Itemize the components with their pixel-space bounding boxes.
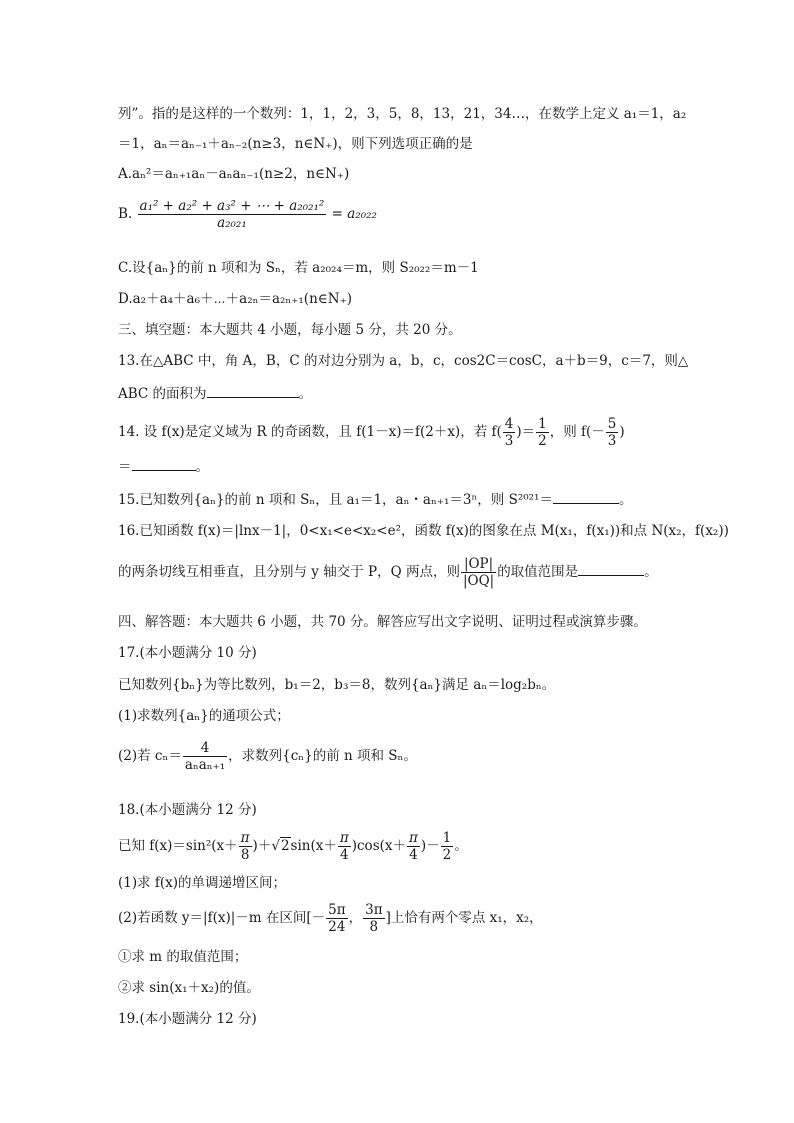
sqrt-symbol: √	[271, 838, 280, 854]
question-18-text	[118, 830, 734, 863]
option-b	[118, 198, 734, 231]
answer-blank[interactable]	[578, 561, 644, 576]
question-text: ]上恰有两个零点 x₁，x₂，	[385, 910, 543, 926]
question-16-line2	[118, 556, 734, 589]
question-text: 已知 f(x)＝sin²(x＋	[118, 838, 238, 854]
question-text: )＝	[516, 424, 536, 440]
fraction-denominator: |OQ|	[462, 573, 495, 589]
question-18-part2	[118, 902, 734, 935]
fraction-numerator: π	[240, 830, 250, 846]
question-18-header: 18.(本小题满分 12 分)	[118, 802, 257, 818]
question-end: 。	[644, 564, 658, 580]
fraction-denominator: 3	[607, 433, 617, 449]
option-a: A.aₙ²＝aₙ₊₁aₙ－aₙaₙ₋₁(n≥2，n∈N₊)	[118, 166, 350, 182]
option-b-fraction	[138, 198, 327, 231]
fraction-numerator: π	[339, 830, 349, 846]
option-b-label: B.	[118, 206, 133, 222]
fraction	[326, 902, 347, 935]
question-text: ，求数列{cₙ}的前 n 项和 Sₙ。	[228, 748, 417, 764]
question-text: ＝	[118, 459, 132, 475]
question-text: 15.已知数列{aₙ}的前 n 项和 Sₙ，且 a₁＝1，aₙ・aₙ₊₁＝3ⁿ，则 S²⁰²¹＝	[118, 492, 553, 508]
fraction	[183, 740, 227, 773]
text-line: ＝1，aₙ＝aₙ₋₁＋aₙ₋₂(n≥3，n∈N₊)，则下列选项正确的是	[118, 136, 473, 152]
answer-blank[interactable]	[132, 456, 196, 471]
question-text: sin(x＋	[290, 838, 337, 854]
question-17-text: 已知数列{bₙ}为等比数列，b₁＝2，b₃＝8，数列{aₙ}满足 aₙ＝log₂bₙ。	[118, 677, 556, 693]
question-text: 的取值范围是	[497, 564, 579, 580]
text-line: 列”。指的是这样的一个数列：1，1，2，3，5，8，13，21，34…，在数学上定义 a₁＝1，a₂	[118, 106, 687, 122]
fraction-denominator: 8	[363, 918, 384, 935]
fraction-denominator: 2	[442, 847, 452, 863]
question-end: 。	[618, 492, 633, 508]
question-text: 14. 设 f(x)是定义域为 R 的奇函数，且 f(1－x)＝f(2＋x)，若 f(	[118, 424, 502, 440]
question-text: ，则 f(－	[549, 424, 605, 440]
answer-blank[interactable]	[207, 383, 299, 398]
question-text: )＋	[252, 838, 272, 854]
fraction-numerator: |OP|	[463, 556, 494, 572]
fraction-numerator: 1	[442, 830, 452, 846]
fraction	[606, 416, 619, 449]
fraction-denominator: 24	[326, 918, 347, 935]
section-heading: 三、填空题：本大题共 4 小题，每小题 5 分，共 20 分。	[118, 322, 462, 338]
fraction-denominator: 2	[538, 433, 547, 449]
question-18-sub1: ①求 m 的取值范围；	[118, 949, 248, 965]
fraction-numerator: 5	[607, 416, 617, 432]
question-text: (2)若函数 y＝|f(x)|－m 在区间[－	[118, 910, 326, 926]
option-d: D.a₂＋a₄＋a₆＋⋯＋a₂ₙ＝a₂ₙ₊₁(n∈N₊)	[118, 291, 352, 307]
fraction-denominator: a₂₀₂₁	[138, 214, 327, 231]
fraction	[407, 830, 420, 863]
fraction-denominator: aₙaₙ₊₁	[184, 757, 226, 773]
option-c: C.设{aₙ}的前 n 项和为 Sₙ，若 a₂₀₂₄＝m，则 S₂₀₂₂＝m－1	[118, 260, 479, 276]
section-heading: 四、解答题：本大题共 6 小题，共 70 分。解答应写出文字说明、证明过程或演算步骤。	[118, 614, 647, 630]
question-18-sub2: ②求 sin(x₁＋x₂)的值。	[118, 980, 260, 996]
fraction	[536, 416, 549, 449]
fraction-denominator: 4	[407, 846, 420, 863]
question-17-part2	[118, 740, 734, 773]
question-text: 。	[454, 838, 468, 854]
fraction-denominator: 3	[504, 433, 514, 449]
question-13-line1: 13.在△ABC 中，角 A，B，C 的对边分别为 a，b，c，cos2C＝cosC，a＋b＝9，c＝7，则△	[118, 353, 689, 369]
question-text: )	[619, 424, 625, 440]
fraction-numerator: 5π	[328, 902, 346, 918]
question-text: ABC 的面积为	[118, 386, 207, 402]
question-17-header: 17.(本小题满分 10 分)	[118, 645, 257, 661]
question-text: 的两条切线互相垂直，且分别与 y 轴交于 P，Q 两点，则	[118, 564, 460, 580]
fraction-numerator: 1	[538, 416, 547, 432]
answer-blank[interactable]	[553, 489, 619, 504]
question-end: 。	[195, 459, 209, 475]
fraction-numerator: π	[409, 830, 418, 846]
question-16-line1: 16.已知函数 f(x)＝|lnx－1|，0<x₁<e<x₂<e²，函数 f(x)的图象在点 M(x₁，f(x₁))和点 N(x₂，f(x₂))	[118, 523, 729, 539]
fraction	[338, 830, 351, 863]
question-17-part1: (1)求数列{aₙ}的通项公式；	[118, 708, 290, 724]
question-end: 。	[298, 386, 313, 402]
sqrt-radicand: 2	[280, 838, 290, 854]
question-text: ，	[348, 910, 363, 926]
question-13-line2	[118, 383, 734, 404]
fraction	[441, 830, 454, 863]
question-18-part1: (1)求 f(x)的单调递增区间；	[118, 875, 287, 891]
fraction	[239, 830, 252, 863]
question-19-header: 19.(本小题满分 12 分)	[118, 1011, 257, 1027]
fraction	[363, 902, 384, 935]
option-b-rhs: = a₂₀₂₂	[331, 206, 377, 222]
question-14-line2	[118, 456, 734, 477]
fraction-denominator: 8	[239, 846, 252, 863]
question-14-line1	[118, 416, 734, 449]
question-15	[118, 489, 734, 510]
fraction-numerator: 4	[200, 740, 210, 756]
fraction-denominator: 4	[338, 846, 351, 863]
question-text: )cos(x＋	[351, 838, 406, 854]
fraction-numerator: 3π	[365, 902, 383, 918]
fraction-numerator: 4	[504, 416, 514, 432]
question-text: (2)若 cₙ＝	[118, 748, 182, 764]
ratio-fraction	[461, 556, 496, 589]
fraction	[503, 416, 516, 449]
question-text: )－	[420, 838, 440, 854]
fraction-numerator: a₁² + a₂² + a₃² + ⋯ + a₂₀₂₁²	[139, 198, 325, 214]
